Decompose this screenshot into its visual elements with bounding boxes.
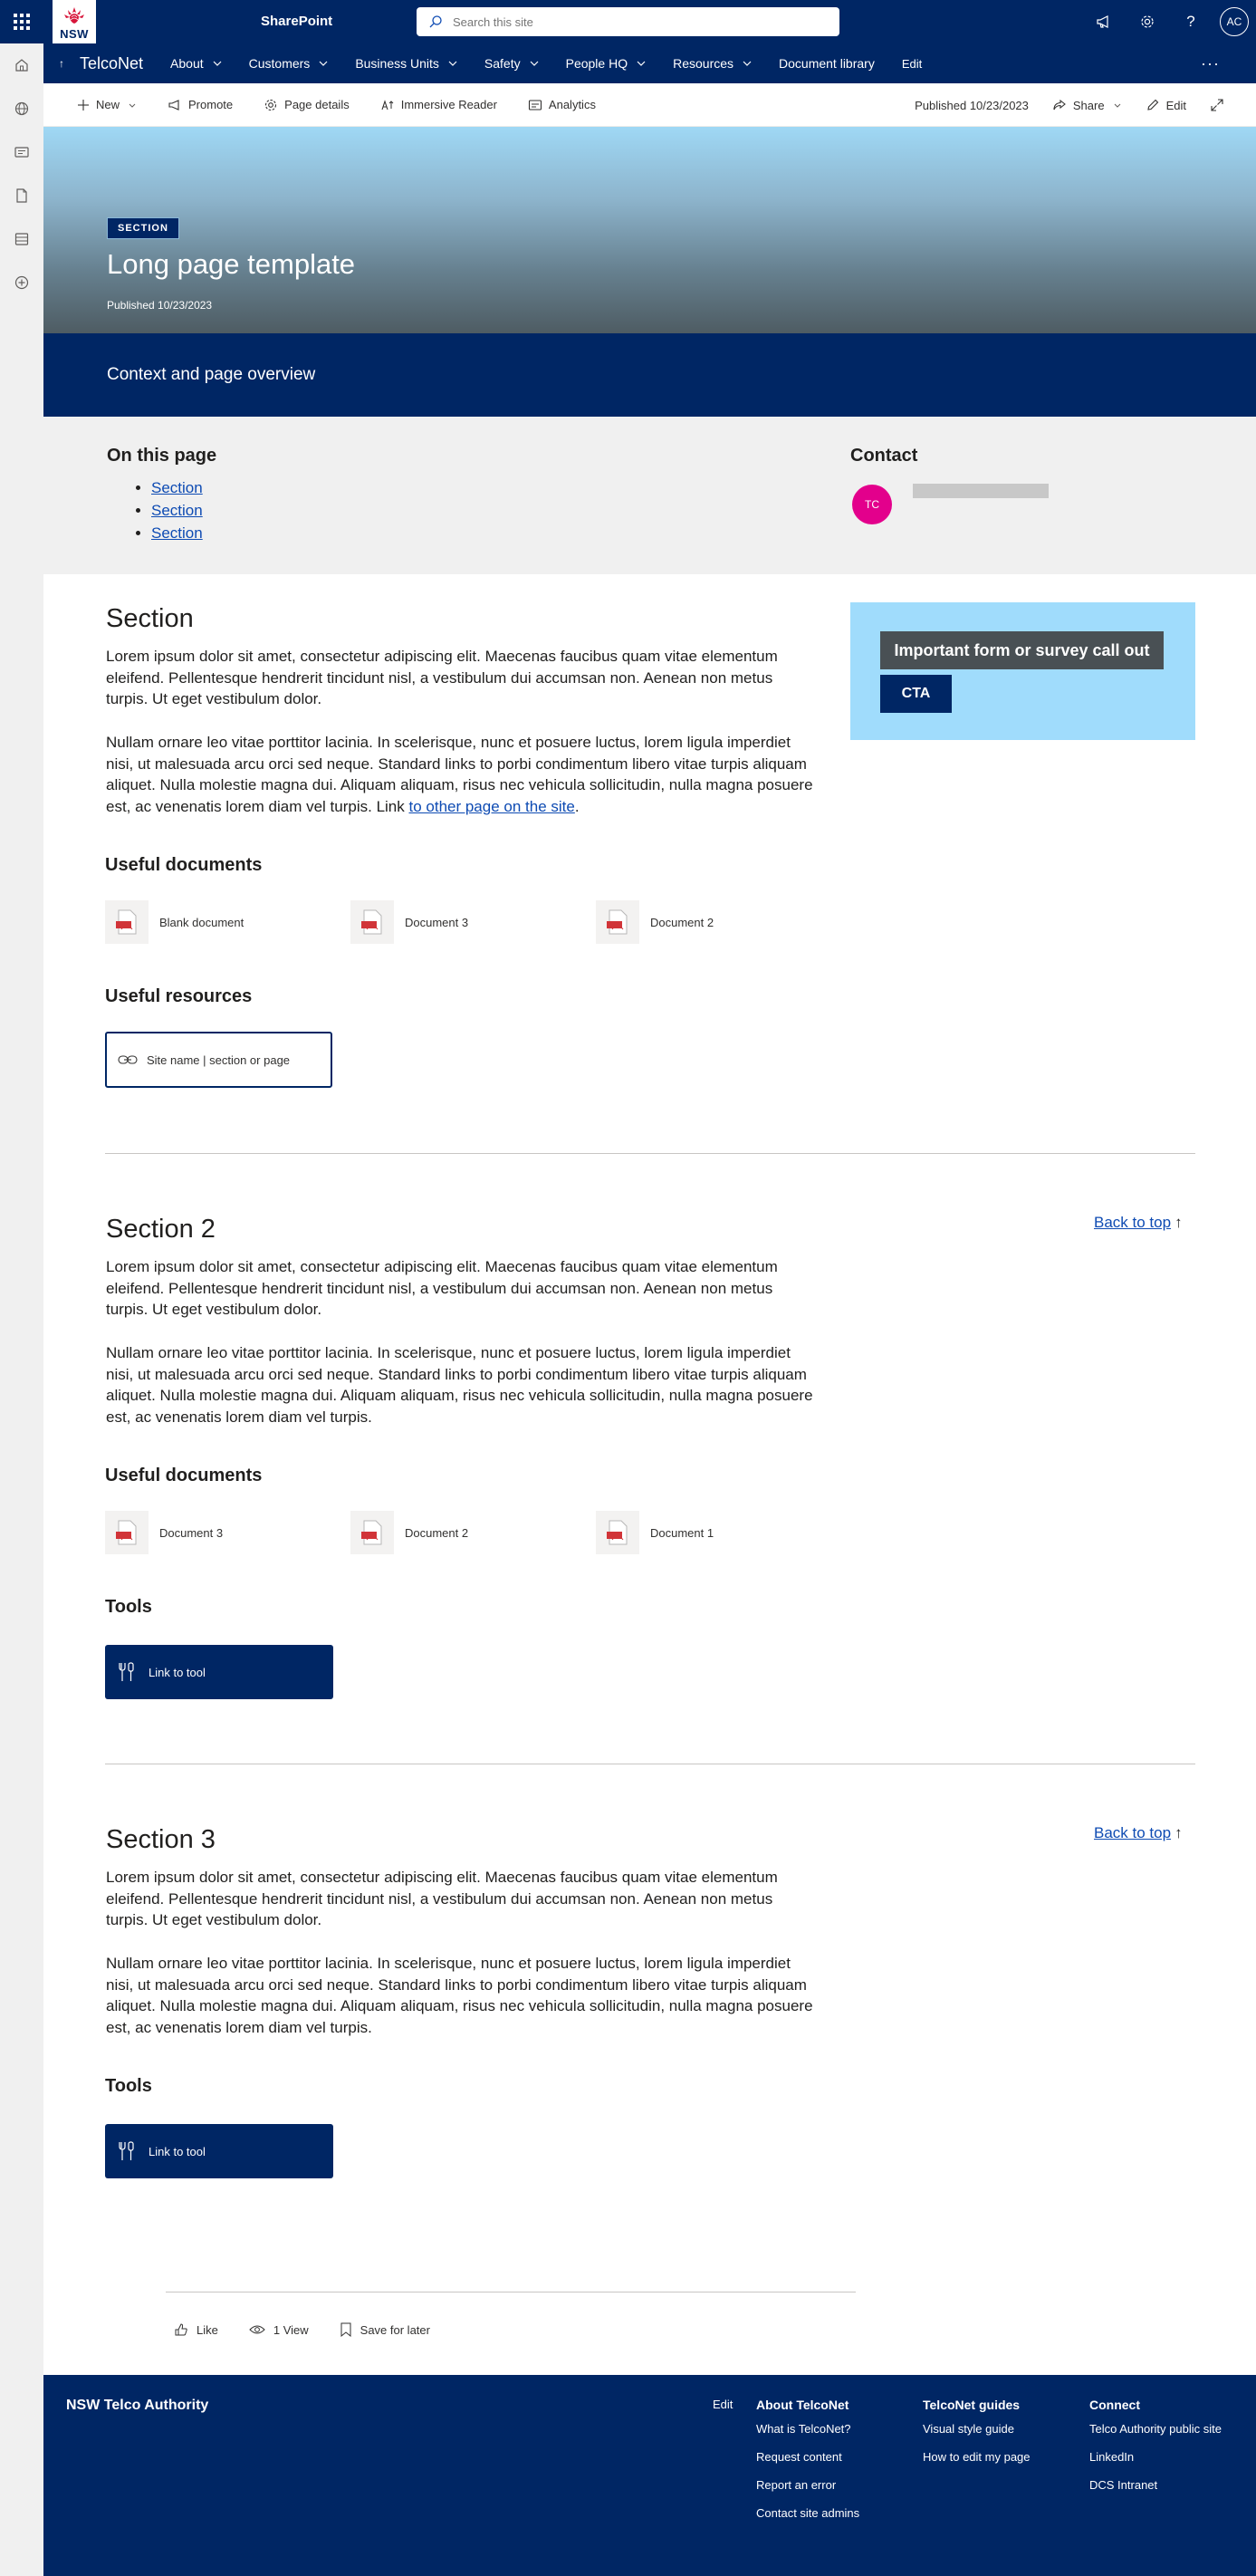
back-to-top-label: Back to top bbox=[1094, 1824, 1172, 1841]
nav-item-safety[interactable] bbox=[484, 56, 539, 71]
app-name[interactable]: SharePoint bbox=[261, 14, 333, 29]
footer-column-heading: About TelcoNet bbox=[756, 2398, 849, 2412]
link-icon bbox=[118, 1053, 138, 1066]
analytics-label: Analytics bbox=[548, 98, 596, 111]
bookmark-icon bbox=[340, 2322, 352, 2337]
social-bar bbox=[174, 2322, 461, 2337]
nav-edit-link[interactable] bbox=[902, 57, 922, 71]
cta-button[interactable]: CTA bbox=[880, 675, 952, 713]
like-button[interactable] bbox=[174, 2322, 218, 2337]
search-input[interactable] bbox=[453, 15, 815, 29]
search-box[interactable] bbox=[417, 7, 839, 36]
save-for-later-label: Save for later bbox=[360, 2322, 430, 2337]
tool-link-label: Link to tool bbox=[149, 2144, 206, 2158]
link-to-tool-button[interactable] bbox=[105, 1645, 333, 1699]
survey-callout bbox=[850, 602, 1195, 740]
useful-documents-title: Useful documents bbox=[105, 1466, 263, 1485]
lists-icon[interactable] bbox=[0, 217, 43, 261]
anchor-link[interactable]: Section bbox=[151, 502, 203, 519]
footer-column-connect bbox=[1089, 2398, 1222, 2506]
tools-title: Tools bbox=[105, 2076, 152, 2096]
footer-column-heading: Connect bbox=[1089, 2398, 1140, 2412]
footer-link[interactable]: Request content bbox=[756, 2450, 842, 2464]
pdf-file-icon bbox=[105, 1511, 149, 1554]
nav-item-label: People HQ bbox=[565, 56, 628, 71]
site-navigation bbox=[43, 43, 1256, 83]
document-name: Document 2 bbox=[405, 1525, 469, 1540]
pdf-file-icon bbox=[105, 900, 149, 944]
footer-title: NSW Telco Authority bbox=[66, 2398, 209, 2413]
resource-link-label: Site name | section or page bbox=[147, 1053, 291, 1067]
announcement-icon[interactable] bbox=[1082, 0, 1126, 43]
chevron-down-icon bbox=[448, 59, 457, 68]
share-label: Share bbox=[1072, 98, 1105, 112]
document-card[interactable] bbox=[350, 1511, 596, 1554]
like-label: Like bbox=[197, 2322, 218, 2337]
nav-item-about[interactable] bbox=[170, 56, 222, 71]
chevron-down-icon bbox=[637, 59, 646, 68]
footer-link[interactable]: Report an error bbox=[756, 2478, 837, 2492]
footer-column-about bbox=[756, 2398, 859, 2534]
paragraph-end: . bbox=[574, 797, 580, 815]
view-count-label: 1 View bbox=[273, 2322, 309, 2337]
document-name: Document 3 bbox=[159, 1525, 224, 1540]
back-arrow-icon[interactable]: ↑ bbox=[59, 57, 64, 70]
nav-item-label: Document library bbox=[779, 56, 875, 71]
document-name: Document 1 bbox=[650, 1525, 714, 1540]
create-icon[interactable] bbox=[0, 261, 43, 304]
plus-icon bbox=[77, 99, 90, 111]
section-2-paragraph: Lorem ipsum dolor sit amet, consectetur adipiscing elit. Maecenas faucibus quam vitae elementum eleifend. Pellentesque hendrerit tincidunt nisl, a vestibulum dui accumsan non. Aenean non metus turpis. Ut eget vestibulum dolor. bbox=[106, 1258, 778, 1319]
app-launcher-icon[interactable] bbox=[0, 0, 43, 43]
anchor-link[interactable]: Section bbox=[151, 524, 203, 542]
files-icon[interactable] bbox=[0, 174, 43, 217]
pdf-file-icon bbox=[596, 900, 639, 944]
document-row bbox=[105, 900, 841, 944]
back-to-top-link[interactable] bbox=[1094, 1214, 1183, 1232]
view-count bbox=[249, 2323, 309, 2337]
nav-item-label: Edit bbox=[901, 56, 923, 71]
section-1-paragraph bbox=[106, 732, 817, 817]
account-avatar[interactable] bbox=[1213, 0, 1256, 43]
section-2-title: Section 2 bbox=[106, 1215, 216, 1244]
chevron-down-icon bbox=[128, 101, 137, 110]
settings-gear-icon[interactable] bbox=[1126, 0, 1169, 43]
chevron-down-icon bbox=[1113, 101, 1122, 110]
gear-icon bbox=[264, 98, 278, 112]
site-title[interactable]: TelcoNet bbox=[80, 53, 144, 72]
share-icon bbox=[1052, 98, 1067, 112]
section-2-paragraph: Nullam ornare leo vitae porttitor lacinia. In scelerisque, nunc et posuere luctus, lorem ligula imperdiet nisi, ut malesuada arcu orci sed neque. Standard links to porbi condimentum libero vitae turpis aliquam aliquet. Nulla molestie magna dui. Aliquam aliquam, risus nec vehicula sollicitudin, nulla magna posuere est, ac venenatis lorem diam vel turpis. bbox=[106, 1344, 813, 1426]
back-to-top-label: Back to top bbox=[1094, 1214, 1172, 1231]
chevron-down-icon bbox=[530, 59, 539, 68]
immersive-reader-button[interactable] bbox=[380, 98, 497, 112]
document-card[interactable] bbox=[596, 900, 841, 944]
immersive-reader-label: Immersive Reader bbox=[400, 98, 497, 111]
footer-link[interactable]: DCS Intranet bbox=[1089, 2478, 1158, 2492]
footer-link[interactable]: Telco Authority public site bbox=[1089, 2422, 1222, 2436]
on-this-page-band bbox=[43, 417, 1256, 574]
site-footer bbox=[43, 2375, 1256, 2576]
like-icon bbox=[174, 2322, 188, 2337]
page-title: Long page template bbox=[107, 248, 356, 280]
paragraph-text: Nullam ornare leo vitae porttitor lacinia. In scelerisque, nunc et posuere luctus, lorem ligula imperdiet nisi, ut malesuada arcu orci sed neque. Standard links to porbi condimentum libero vitae turpis aliquam aliquet. Nulla molestie magna dui. Aliquam aliquam, risus nec vehicula sollicitudin, nulla magna posuere est, ac venenatis lorem diam vel turpis. Link bbox=[106, 734, 813, 815]
new-label: New bbox=[96, 98, 120, 111]
waratah-icon bbox=[61, 5, 88, 25]
section-3-paragraph: Lorem ipsum dolor sit amet, consectetur adipiscing elit. Maecenas faucibus quam vitae elementum eleifend. Pellentesque hendrerit tincidunt nisl, a vestibulum dui accumsan non. Aenean non metus turpis. Ut eget vestibulum dolor. bbox=[106, 1869, 778, 1929]
command-bar bbox=[43, 83, 1256, 127]
nav-item-customers[interactable] bbox=[249, 56, 329, 71]
nav-item-resources[interactable] bbox=[673, 56, 752, 71]
pencil-icon bbox=[1146, 98, 1160, 112]
list-item bbox=[151, 479, 203, 497]
footer-link[interactable]: LinkedIn bbox=[1089, 2450, 1135, 2464]
nav-item-document-library[interactable] bbox=[779, 56, 875, 71]
arrow-up-icon: ↑ bbox=[1175, 1214, 1183, 1231]
immersive-reader-icon bbox=[380, 98, 395, 112]
edit-button[interactable] bbox=[1146, 98, 1186, 112]
nav-item-people-hq[interactable] bbox=[566, 56, 646, 71]
pdf-file-icon bbox=[350, 1511, 394, 1554]
pdf-file-icon bbox=[596, 1511, 639, 1554]
overview-band bbox=[43, 333, 1256, 417]
document-card[interactable] bbox=[596, 1511, 841, 1554]
section-3-title: Section 3 bbox=[106, 1825, 216, 1854]
section-divider bbox=[105, 1153, 1195, 1154]
footer-link[interactable]: How to edit my page bbox=[923, 2450, 1031, 2464]
section-1-paragraph: Lorem ipsum dolor sit amet, consectetur adipiscing elit. Maecenas faucibus quam vitae elementum eleifend. Pellentesque hendrerit tincidunt nisl, a vestibulum dui accumsan non. Aenean non metus turpis. Ut eget vestibulum dolor. bbox=[106, 648, 778, 708]
document-card[interactable] bbox=[350, 900, 596, 944]
section-1-title: Section bbox=[106, 604, 194, 633]
megaphone-icon bbox=[168, 98, 182, 112]
document-name: Document 3 bbox=[405, 915, 469, 929]
tools-icon bbox=[118, 1662, 136, 1682]
contact-title: Contact bbox=[850, 446, 918, 466]
tools-title: Tools bbox=[105, 1597, 152, 1617]
document-card[interactable] bbox=[105, 900, 350, 944]
save-for-later-button[interactable] bbox=[340, 2322, 430, 2337]
tools-icon bbox=[118, 2141, 136, 2161]
footer-link[interactable]: What is TelcoNet? bbox=[756, 2422, 851, 2436]
news-icon[interactable] bbox=[0, 130, 43, 174]
analytics-button[interactable] bbox=[528, 98, 596, 112]
help-icon[interactable]: ? bbox=[1186, 13, 1195, 30]
footer-column-heading: TelcoNet guides bbox=[923, 2398, 1021, 2412]
suite-bar bbox=[0, 0, 1256, 43]
document-row bbox=[105, 1511, 841, 1554]
arrow-up-icon: ↑ bbox=[1175, 1824, 1183, 1841]
contact-avatar[interactable]: TC bbox=[852, 485, 892, 524]
tool-link-label: Link to tool bbox=[149, 1665, 206, 1679]
hero-banner bbox=[43, 127, 1256, 333]
on-this-page-list bbox=[151, 479, 203, 547]
share-button[interactable] bbox=[1052, 98, 1122, 112]
chevron-down-icon bbox=[213, 59, 222, 68]
analytics-icon bbox=[528, 98, 542, 112]
logo-text: NSW bbox=[60, 27, 89, 41]
footer-link[interactable]: Visual style guide bbox=[923, 2422, 1014, 2436]
app-bar bbox=[0, 43, 43, 2576]
footer-edit-link[interactable]: Edit bbox=[713, 2398, 733, 2411]
search-icon bbox=[429, 15, 442, 28]
more-options-icon[interactable]: ··· bbox=[1201, 54, 1220, 72]
document-card[interactable] bbox=[105, 1511, 350, 1554]
section-badge: SECTION bbox=[107, 217, 179, 239]
nav-item-label: Safety bbox=[484, 56, 521, 71]
other-page-link[interactable]: to other page on the site bbox=[408, 797, 575, 815]
published-status: Published 10/23/2023 bbox=[915, 98, 1029, 112]
page-details-label: Page details bbox=[284, 98, 350, 111]
section-3-paragraph: Nullam ornare leo vitae porttitor lacinia. In scelerisque, nunc et posuere luctus, lorem ligula imperdiet nisi, ut malesuada arcu orci sed neque. Standard links to porbi condimentum libero vitae turpis aliquam aliquet. Nulla molestie magna dui. Aliquam aliquam, risus nec vehicula sollicitudin, nulla magna posuere est, ac venenatis lorem diam vel turpis. bbox=[106, 1955, 813, 2036]
resource-link-card[interactable] bbox=[105, 1032, 332, 1088]
promote-label: Promote bbox=[188, 98, 234, 111]
useful-resources-title: Useful resources bbox=[105, 986, 253, 1006]
overview-text: Context and page overview bbox=[107, 365, 316, 384]
hero-published-date: Published 10/23/2023 bbox=[107, 299, 213, 312]
avatar-initials: AC bbox=[1220, 7, 1249, 36]
globe-icon[interactable] bbox=[0, 87, 43, 130]
page-details-button[interactable] bbox=[264, 98, 350, 112]
nav-item-label: About bbox=[170, 56, 204, 71]
document-name: Blank document bbox=[159, 915, 244, 929]
useful-documents-title: Useful documents bbox=[105, 855, 263, 875]
chevron-down-icon bbox=[743, 59, 752, 68]
list-item bbox=[151, 524, 203, 543]
footer-column-guides bbox=[923, 2398, 1031, 2478]
footer-link[interactable]: Contact site admins bbox=[756, 2506, 860, 2520]
expand-icon[interactable] bbox=[1210, 98, 1231, 112]
eye-icon bbox=[249, 2323, 265, 2336]
new-button[interactable] bbox=[77, 98, 137, 111]
nav-item-label: Customers bbox=[248, 56, 311, 71]
on-this-page-title: On this page bbox=[107, 446, 217, 466]
nav-item-business-units[interactable] bbox=[355, 56, 457, 71]
edit-label: Edit bbox=[1165, 98, 1186, 112]
nsw-logo[interactable] bbox=[53, 0, 96, 43]
document-name: Document 2 bbox=[650, 915, 714, 929]
list-item bbox=[151, 502, 203, 520]
pdf-file-icon bbox=[350, 900, 394, 944]
chevron-down-icon bbox=[319, 59, 328, 68]
promote-button[interactable] bbox=[168, 98, 233, 112]
home-icon[interactable] bbox=[0, 43, 43, 87]
back-to-top-link[interactable] bbox=[1094, 1824, 1183, 1842]
nav-item-label: Business Units bbox=[355, 56, 439, 71]
contact-name-placeholder bbox=[913, 484, 1049, 498]
survey-callout-button[interactable]: Important form or survey call out bbox=[880, 631, 1164, 669]
anchor-link[interactable]: Section bbox=[151, 479, 203, 496]
nav-item-label: Resources bbox=[673, 56, 734, 71]
link-to-tool-button[interactable] bbox=[105, 2124, 333, 2178]
